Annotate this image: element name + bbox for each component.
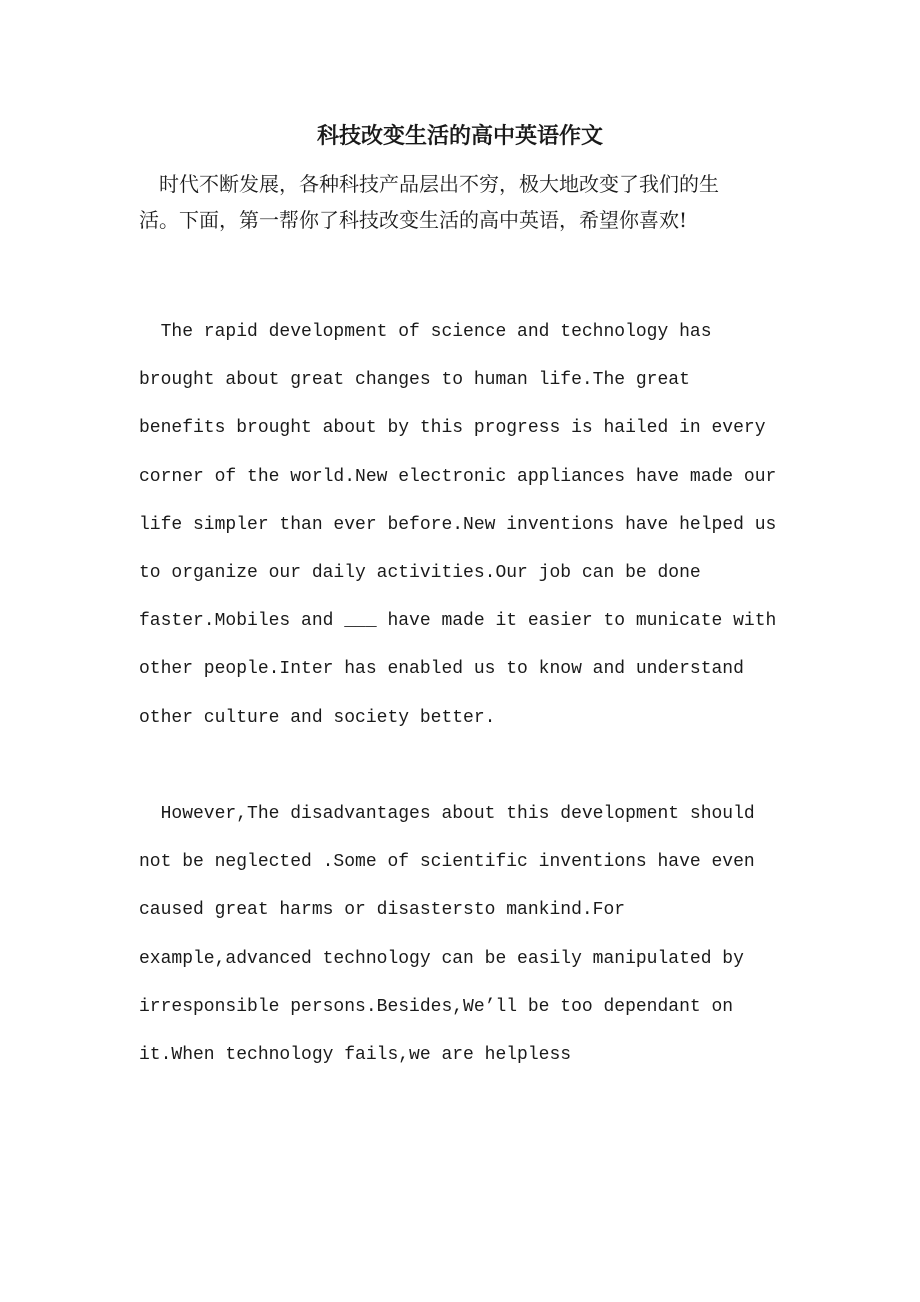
paragraph-line: caused great harms or disastersto mankind.For (139, 900, 626, 921)
paragraph-line: However,The disadvantages about this development should (139, 804, 755, 824)
body-paragraph-1 (139, 308, 799, 742)
paragraph-line: faster.Mobiles and ___ have made it easier to municate with (139, 611, 777, 632)
paragraph-line: other culture and society better. (139, 707, 496, 728)
intro-line: 时代不断发展，各种科技产品层出不穷，极大地改变了我们的生 (139, 172, 719, 196)
document-title: 科技改变生活的高中英语作文 (316, 123, 603, 149)
paragraph-line: other people.Inter has enabled us to know and understand (139, 659, 744, 680)
intro-paragraph (139, 166, 789, 238)
paragraph-line: it.When technology fails,we are helpless (139, 1045, 572, 1066)
paragraph-line: irresponsible persons.Besides,We’ll be too dependant on (139, 996, 734, 1017)
paragraph-line: example,advanced technology can be easily manipulated by (139, 948, 744, 969)
paragraph-line: to organize our daily activities.Our job can be done (139, 563, 701, 584)
paragraph-line: not be neglected .Some of scientific inventions have even (139, 852, 755, 873)
paragraph-line: corner of the world.New electronic appliances have made our (139, 466, 777, 487)
paragraph-line: brought about great changes to human life.The great (139, 370, 690, 391)
intro-line: 活。下面，第一帮你了科技改变生活的高中英语，希望你喜欢! (139, 208, 688, 232)
body-paragraph-2 (139, 790, 799, 1079)
paragraph-line: benefits brought about by this progress is hailed in every (139, 418, 766, 439)
paragraph-line: life simpler than ever before.New inventions have helped us (139, 514, 777, 535)
paragraph-line: The rapid development of science and technology has (139, 322, 712, 342)
